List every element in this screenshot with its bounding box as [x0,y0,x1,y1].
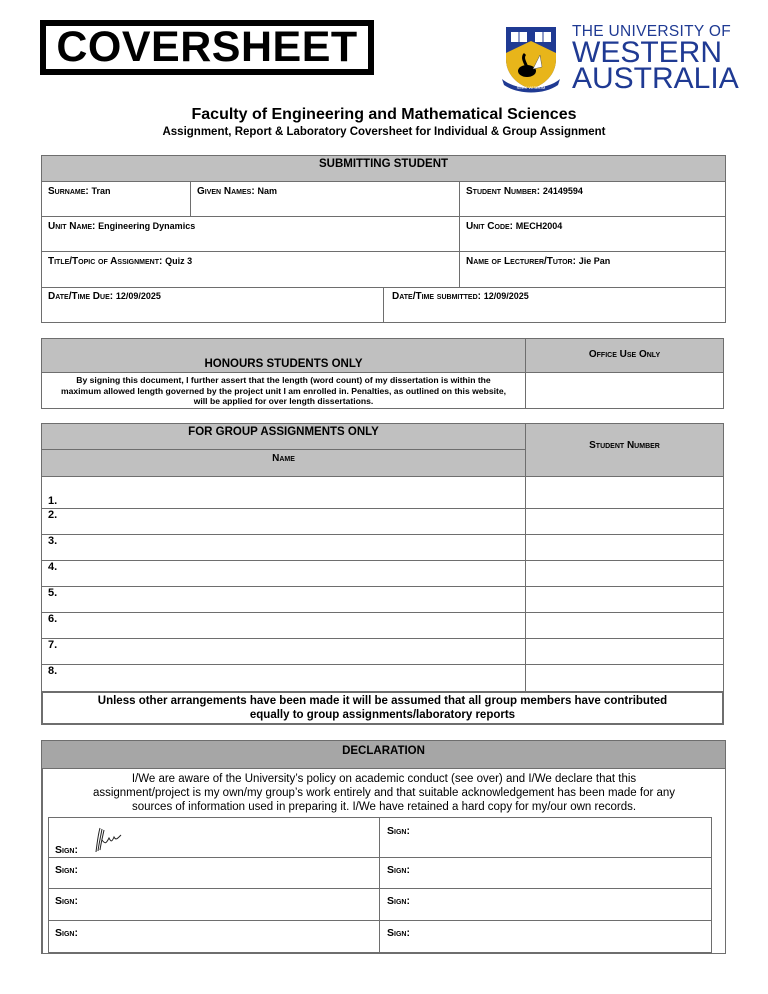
surname-value: Tran [91,186,111,196]
footnote-line-1: Unless other arrangements have been made it will be assumed that all group members have contributed [97,695,668,707]
group-number-row-2[interactable] [525,508,724,535]
date-submitted-label: Date/Time submitted: [392,291,481,302]
unit-code-value: MECH2004 [515,221,563,231]
sign-label: Sign: [387,825,410,837]
row-number: 1. [48,495,58,507]
signature-field-2[interactable] [379,817,712,858]
group-name-header [41,449,526,477]
group-name-row-1[interactable] [41,476,526,509]
signature-field-4[interactable] [379,857,712,889]
group-name-row-2[interactable] [41,508,526,535]
university-line3: AUSTRALIA [572,61,739,95]
lecturer-tutor-field[interactable] [459,251,726,288]
row-number: 7. [48,639,58,651]
declaration-line-1: I/We are aware of the University’s policy on academic conduct (see over) and I/We declare that this [131,773,637,785]
given-names-field[interactable] [190,181,460,217]
unit-code-label: Unit Code: [466,221,513,232]
assignment-title-label: Title/Topic of Assignment: [48,256,163,267]
unit-name-value: Engineering Dynamics [98,221,196,231]
section-title: HONOURS STUDENTS ONLY [204,358,363,370]
group-name-row-6[interactable] [41,612,526,639]
signature-field-8[interactable] [379,920,712,953]
group-name-row-3[interactable] [41,534,526,561]
university-line2: WESTERN [572,35,722,69]
group-student-number-header [525,423,724,477]
group-number-row-4[interactable] [525,560,724,587]
unit-name-label: Unit Name: [48,221,96,232]
university-wordmark [572,23,739,95]
signature-field-5[interactable] [48,888,380,921]
row-number: 2. [48,509,58,521]
lecturer-tutor-value: Jie Pan [578,256,611,266]
sign-label: Sign: [55,895,78,907]
group-name-row-7[interactable] [41,638,526,665]
sign-label: Sign: [55,844,78,856]
assignment-title-value: Quiz 3 [165,256,193,266]
group-number-row-8[interactable] [525,664,724,692]
svg-text:SEEK WISDOM: SEEK WISDOM [516,85,546,90]
group-name-row-4[interactable] [41,560,526,587]
group-number-row-6[interactable] [525,612,724,639]
honours-statement [41,372,526,409]
signature-field-1[interactable] [48,817,380,858]
name-column-header: Name [272,453,295,464]
surname-label: Surname: [48,186,89,197]
group-header [41,423,526,450]
assignment-title-field[interactable] [41,251,460,288]
unit-code-field[interactable] [459,216,726,252]
student-number-value: 24149594 [542,186,583,196]
signature-scribble-icon [93,826,127,854]
row-number: 4. [48,561,58,573]
signature-field-6[interactable] [379,888,712,921]
sign-label: Sign: [387,927,410,939]
row-number: 3. [48,535,58,547]
declaration-line-2: assignment/project is my own/my group’s work entirely and that suitable acknowledgement has been made for any [92,787,676,799]
date-due-label: Date/Time Due: [48,291,114,302]
university-line1: THE UNIVERSITY OF [572,23,731,41]
sign-label: Sign: [55,864,78,876]
group-footnote [41,691,724,725]
row-number: 8. [48,665,58,677]
group-number-row-3[interactable] [525,534,724,561]
group-number-row-1[interactable] [525,476,724,509]
office-use-header [525,338,724,373]
date-due-field[interactable] [41,287,384,323]
date-submitted-value: 12/09/2025 [483,291,529,301]
faculty-heading: Faculty of Engineering and Mathematical Sciences [191,106,577,123]
date-submitted-field[interactable] [383,287,726,323]
signature-field-7[interactable] [48,920,380,953]
university-crest-icon [500,23,562,93]
signature-field-3[interactable] [48,857,380,889]
sign-label: Sign: [387,895,410,907]
university-logo [500,22,768,94]
surname-field[interactable] [41,181,191,217]
student-number-label: Student Number: [466,186,541,197]
coversheet-title-box [40,20,374,75]
office-use-label: Office Use Only [588,349,661,360]
sign-label: Sign: [387,864,410,876]
student-number-field[interactable] [459,181,726,217]
group-name-row-8[interactable] [41,664,526,692]
unit-name-field[interactable] [41,216,460,252]
coversheet-title: COVERSHEET [56,23,358,71]
row-number: 6. [48,613,58,625]
lecturer-tutor-label: Name of Lecturer/Tutor: [466,256,576,267]
section-title: DECLARATION [342,745,425,757]
footnote-line-2: equally to group assignments/laboratory reports [249,709,516,721]
sign-label: Sign: [55,927,78,939]
group-name-row-5[interactable] [41,586,526,613]
given-names-label: Given Names: [197,186,255,197]
form-subtitle: Assignment, Report & Laboratory Coversheet for Individual & Group Assignment [162,126,606,138]
student-number-column-header: Student Number [589,440,660,451]
office-use-field[interactable] [525,372,724,409]
group-number-row-5[interactable] [525,586,724,613]
group-number-row-7[interactable] [525,638,724,665]
declaration-header [41,740,726,769]
submitting-student-header [41,155,726,182]
section-title: FOR GROUP ASSIGNMENTS ONLY [188,426,379,438]
date-due-value: 12/09/2025 [115,291,161,301]
row-number: 5. [48,587,58,599]
given-names-value: Nam [257,186,277,196]
section-title: SUBMITTING STUDENT [318,158,449,170]
honours-text: By signing this document, I further assert that the length (word count) of my dissertation is within the maximum allowed length governed by the project unit I am enrolled in. Penalties, as outlined on this website, will be applied for over length dissertations. [60,375,507,406]
declaration-line-3: sources of information used in preparing it. I/We have retained a hard copy for my/our own records. [131,801,637,813]
honours-header [41,338,526,373]
